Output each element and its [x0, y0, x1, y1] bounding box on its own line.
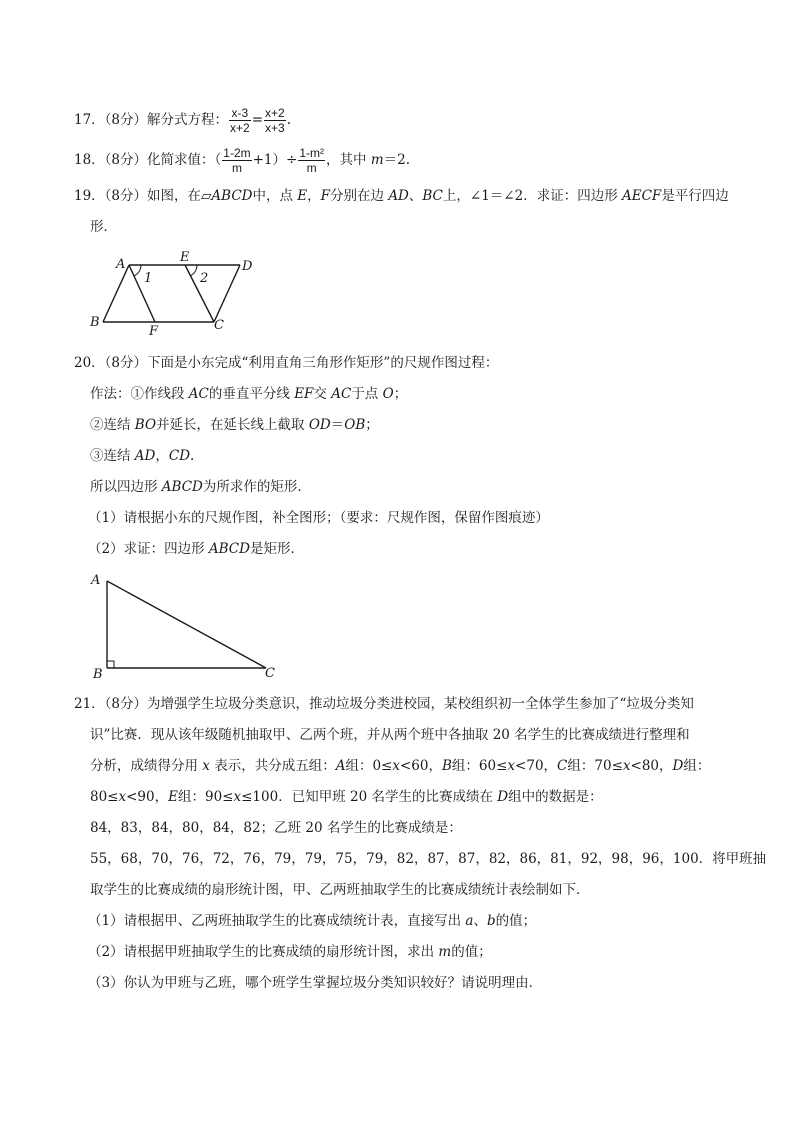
question-19-line1: 19．（8分）如图，在▱ABCD中，点 E，F分别在边 AD、BC上，∠1＝∠2．求证：四边形 AECF是平行四边 — [74, 188, 729, 204]
segment-AC — [107, 581, 266, 668]
question-21-line3: 分析，成绩得分用 x 表示，共分成五组：A组：0≤x<60，B组：60≤x<70，C组：70≤x<80，D组： — [90, 758, 711, 774]
label-B: B — [93, 667, 103, 682]
q20-right-triangle-figure — [84, 568, 284, 683]
q20-step-2: ②连结 BO并延长，在延长线上截取 OD＝OB； — [90, 417, 379, 433]
angle-1-arc — [134, 265, 141, 276]
label-F: F — [149, 324, 159, 339]
q17-label: 17．（8分）解分式方程： — [74, 112, 229, 128]
question-17: 17．（8分）解分式方程： $\frac{x-3}{x+2}$ = $\frac{x+2}{x+3}$ . — [74, 106, 292, 135]
q21-part-2: （2）请根据甲班抽取学生的比赛成绩的扇形统计图，求出 m的值； — [88, 944, 492, 960]
q20-step-3: ③连结 AD，CD. — [90, 448, 195, 464]
question-18: 18．（8分）化简求值：（ $\frac{1-2m}{m}$ +1）÷ $\frac{\text{1-m²}}{m}$ ，其中 m＝2. — [74, 146, 411, 175]
question-21-line2: 识”比赛．现从该年级随机抽取甲、乙两个班，并从两个班中各抽取 20 名学生的比赛成绩进行整理和 — [90, 727, 690, 743]
right-angle-mark — [107, 661, 114, 668]
q21-part-3: （3）你认为甲班与乙班，哪个班学生掌握垃圾分类知识较好？请说明理由． — [88, 975, 543, 991]
q17-fraction-right: $\frac{x+2}{x+3}$ — [265, 106, 285, 135]
label-C: C — [214, 318, 224, 333]
q19-parallelogram-figure — [80, 248, 270, 340]
label-angle-1: 1 — [144, 271, 153, 286]
label-E: E — [180, 250, 190, 265]
angle-2-arc — [190, 265, 197, 276]
label-angle-2: 2 — [200, 271, 209, 286]
q17-fraction-left: $\frac{x-3}{x+2}$ — [230, 106, 250, 135]
q18-fraction-right: $\frac{\text{1-m²}}{m}$ — [299, 146, 325, 175]
segment-DC — [214, 265, 240, 322]
question-21-line4: 80≤x<90，E组：90≤x≤100．已知甲班 20 名学生的比赛成绩在 D组中的数据是： — [90, 789, 603, 805]
question-21-line6: 55，68，70，76，72，76，79，79，75，79，82，87，87，82，86，81，92，98，96，100．将甲班抽 — [90, 851, 767, 867]
label-D: D — [242, 259, 253, 274]
q20-part-1: （1）请根据小东的尺规作图，补全图形；（要求：尺规作图，保留作图痕迹） — [88, 510, 549, 526]
label-A: A — [116, 257, 126, 272]
segment-AB — [103, 265, 129, 322]
q18-fraction-left: $\frac{1-2m}{m}$ — [223, 146, 251, 175]
question-20-line1: 20．（8分）下面是小东完成“利用直角三角形作矩形”的尺规作图过程： — [74, 355, 499, 371]
q20-conclusion: 所以四边形 ABCD为所求作的矩形． — [90, 479, 311, 495]
q20-step-1: 作法：①作线段 AC的垂直平分线 EF交 AC于点 O； — [90, 386, 408, 402]
q20-part-2: （2）求证：四边形 ABCD是矩形． — [88, 541, 304, 557]
question-19-line2: 形． — [90, 219, 117, 235]
question-21-line5: 84，83，84，80，84，82；乙班 20 名学生的比赛成绩是： — [90, 820, 462, 836]
question-21-line7: 取学生的比赛成绩的扇形统计图，甲、乙两班抽取学生的比赛成绩统计表绘制如下． — [90, 882, 590, 898]
q21-part-1: （1）请根据甲、乙两班抽取学生的比赛成绩统计表，直接写出 a、b的值； — [88, 913, 537, 929]
label-A: A — [91, 573, 101, 588]
question-21-line1: 21．（8分）为增强学生垃圾分类意识，推动垃圾分类进校园，某校组织初一全体学生参加了“垃圾分类知 — [74, 696, 694, 712]
q18-label: 18．（8分）化简求值：（ — [74, 152, 222, 168]
label-B: B — [90, 315, 100, 330]
label-C: C — [265, 666, 275, 681]
